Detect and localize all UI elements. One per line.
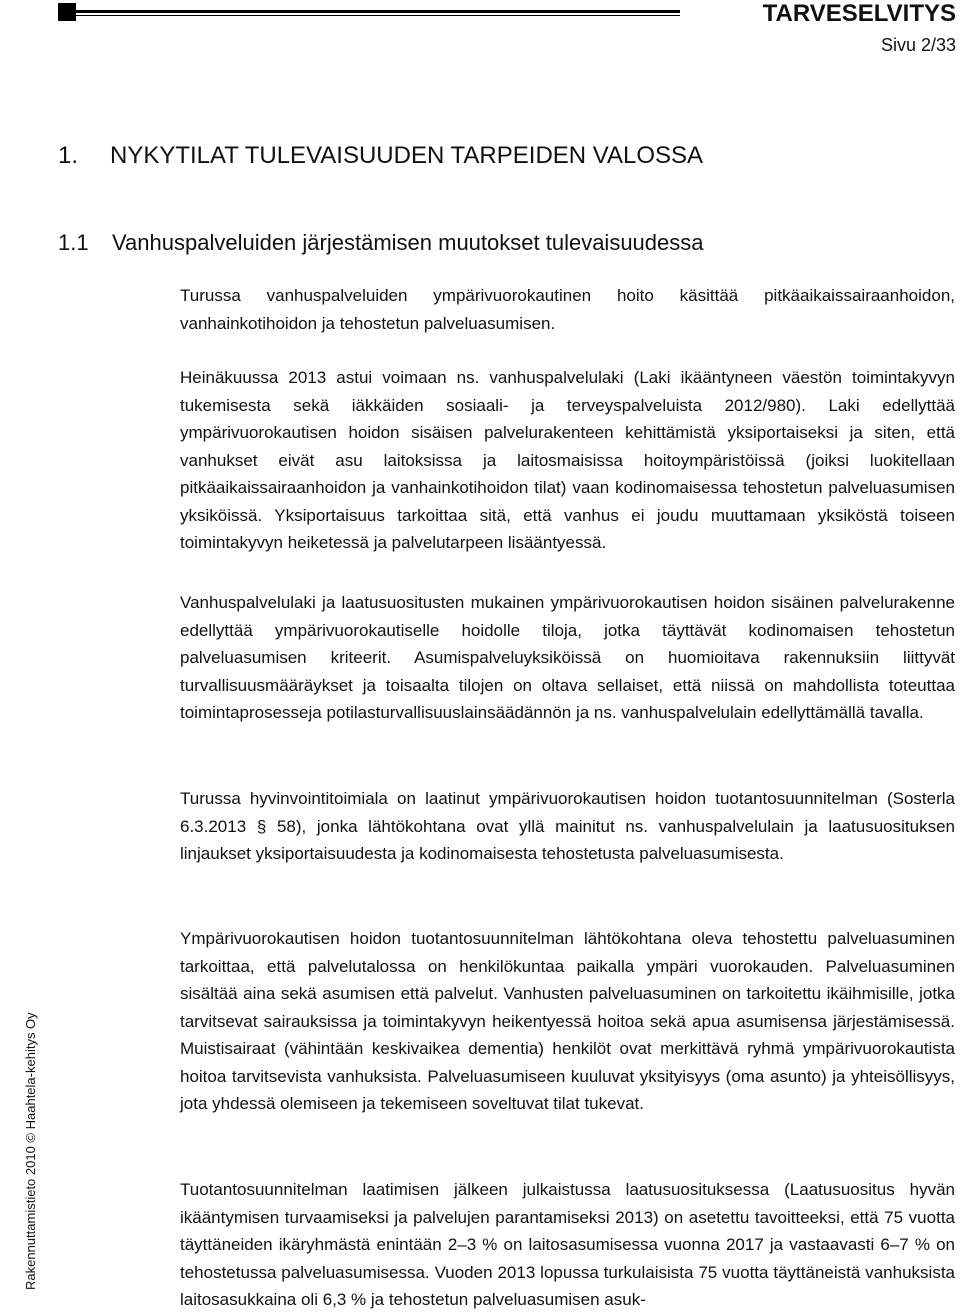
section-heading — [58, 142, 703, 170]
paragraph-5: Ympärivuorokautisen hoidon tuotantosuunnitelman lähtökohtana oleva tehostettu palveluasuminen tarkoittaa, että palvelutalossa on henkilökuntaa paikalla ympäri vuorokauden. Palveluasuminen sisältää aina sekä asumisen että palvelut. Vanhusten palveluasuminen on tarkoitettu ikäihmisille, jotka tarvitsevat sairauksissa ja toimintakyvyn heikentyessä hoitoa sekä apua asumisensa järjestämisessä. Muistisairaat (vähintään keskivaikea dementia) henkilöt ovat merkittävä ryhmä ympärivuorokautista hoitoa tarvitsevista vanhuksista. Palveluasumiseen kuuluvat yksityisyys (oma asunto) ja yhteisöllisyys, jota yhdessä olemiseen ja tekemiseen soveltuvat tilat tukevat. — [180, 929, 955, 1113]
paragraph-1: Turussa vanhuspalveluiden ympärivuorokautinen hoito käsittää pitkäaikaissairaanhoidon, vanhainkotihoidon ja tehostetun palveluasumisen. — [180, 286, 955, 333]
subsection-title: Vanhuspalveluiden järjestämisen muutokset tulevaisuudessa — [112, 230, 704, 255]
header-rule — [76, 10, 680, 16]
subsection-number: 1.1 — [58, 230, 89, 255]
paragraph-4: Turussa hyvinvointitoimiala on laatinut ympärivuorokautisen hoidon tuotantosuunnitelman (Sosterla 6.3.2013 § 58), jonka lähtökohtana ovat yllä mainitut ns. vanhuspalvelulain ja laatusuosituksen linjaukset yksiportaisuudesta ja kodinomaisesta tehostetusta palveluasumisesta. — [180, 789, 955, 863]
page-number: Sivu 2/33 — [880, 35, 956, 55]
paragraph-3: Vanhuspalvelulaki ja laatusuositusten mukainen ympärivuorokautisen hoidon sisäinen palvelurakenne edellyttää ympärivuorokautiselle hoidolle tiloja, jotka täyttävät kodinomaisen tehostetun palveluasumisen kriteerit. Asumispalveluyksiköissä on huomioitava rakennuksiin liittyvät turvallisuusmääräykset ja toisaalta tilojen on oltava sellaiset, että niissä on mahdollista toteuttaa toimintaprosesseja potilasturvallisuuslainsäädännön ja ns. vanhuspalvelulain edellyttämällä tavalla. — [180, 593, 955, 722]
document-title: TARVESELVITYS — [762, 0, 956, 27]
subsection-heading — [58, 230, 704, 256]
paragraph-6: Tuotantosuunnitelman laatimisen jälkeen julkaistussa laatusuosituksessa (Laatusuositus hyvän ikääntymisen turvaamiseksi ja palvelujen parantamiseksi 2013) on asetettu tavoitteeksi, että 75 vuotta täyttäneiden ikäryhmästä enintään 2–3 % on laitosasumisessa vuonna 2017 ja vastaavasti 6–7 % on tehostetussa palveluasumisessa. Vuoden 2013 lopussa turkulaisista 75 vuotta täyttäneistä vanhuksista laitosasukkaina oli 6,3 % ja tehostetun palveluasumisen asuk- — [180, 1180, 955, 1309]
header-square — [58, 3, 76, 21]
section-number: 1. — [58, 142, 79, 169]
copyright-sidebar: Rakennuttamistieto 2010 © Haahtela-kehitys Oy — [23, 1012, 38, 1290]
section-title: NYKYTILAT TULEVAISUUDEN TARPEIDEN VALOSSA — [110, 142, 704, 169]
paragraph-2: Heinäkuussa 2013 astui voimaan ns. vanhuspalvelulaki (Laki ikääntyneen väestön toimintakyvyn tukemisesta sekä iäkkäiden sosiaali- ja terveyspalveluista 2012/980). Laki edellyttää ympärivuorokautisen hoidon sisäisen palvelurakenteen kehittämistä yksiportaiseksi ja siten, että vanhukset eivät asu laitoksissa ja laitosmaisissa hoitoympäristöissä (joiksi luokitellaan pitkäaikaissairaanhoidon ja vanhainkotihoidon tilat) vaan kodinomaisessa tehostetun palveluasumisen yksiköissä. Yksiportaisuus tarkoittaa sitä, että vanhus ei joudu muuttamaan yksiköstä toiseen toimintakyvyn heiketessä ja palvelutarpeen lisääntyessä. — [180, 368, 955, 552]
